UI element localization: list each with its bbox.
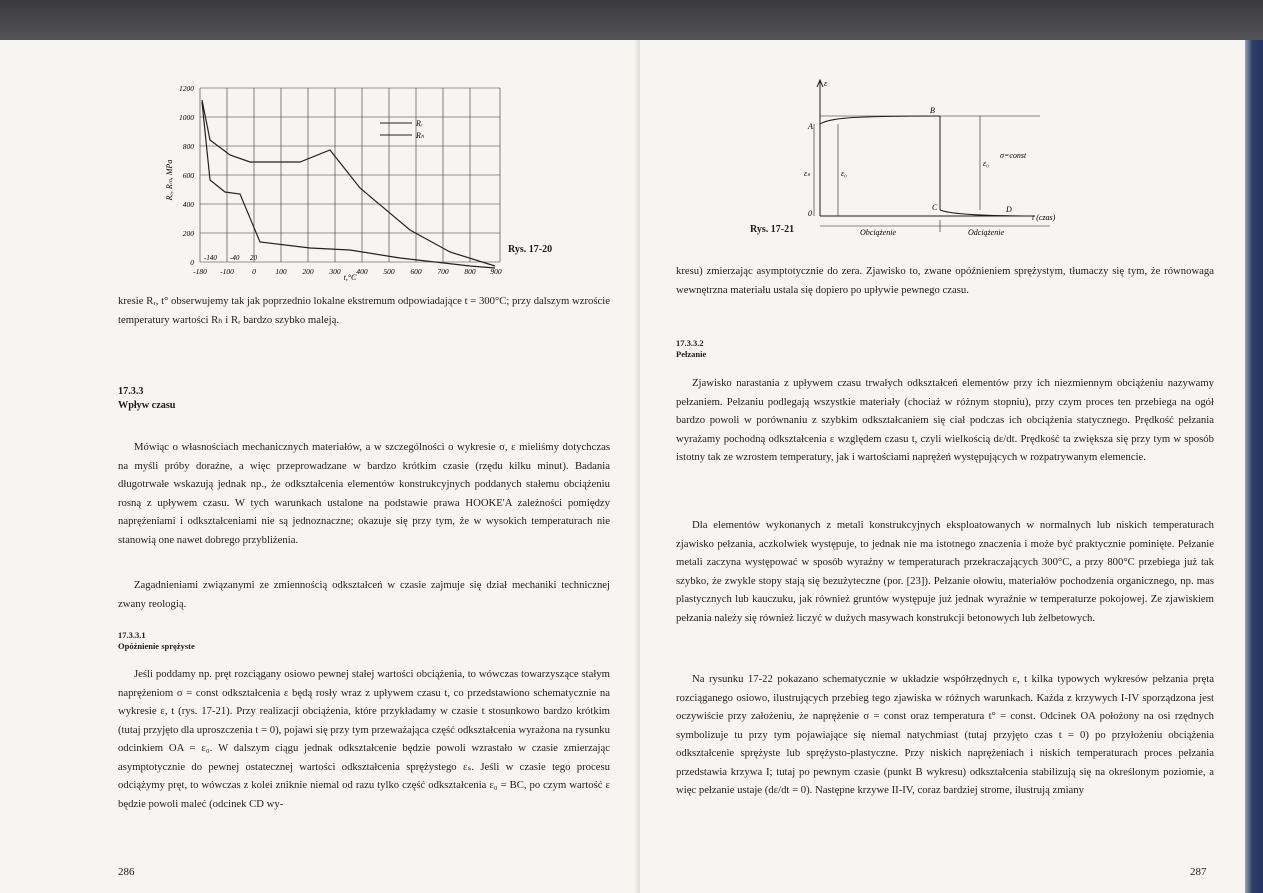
unload-label: Odciążenie bbox=[968, 228, 1004, 237]
paragraph bbox=[118, 438, 610, 549]
xtick: 200 bbox=[302, 267, 314, 276]
subsection-title: Opóźnienie sprężyste bbox=[118, 641, 195, 651]
xtick: 800 bbox=[464, 267, 476, 276]
time-axis-label: t (czas) bbox=[1032, 213, 1056, 222]
chart-legend bbox=[380, 119, 425, 140]
page-number-left: 286 bbox=[118, 866, 135, 878]
point-b: B bbox=[930, 106, 935, 115]
ytick: 1200 bbox=[179, 84, 194, 93]
paragraph bbox=[118, 665, 610, 813]
inner-tick-labels bbox=[204, 254, 258, 262]
xtick: 900 bbox=[490, 267, 502, 276]
point-c: C bbox=[932, 203, 938, 212]
paragraph-text: kresie Rᵣ, t° obserwujemy tak jak poprzednio lokalne ekstremum odpowiadające t = 300°C; przy dalszym wzroście temperatury wartości Rₕ i Rᵣ bardzo szybko maleją. bbox=[118, 295, 610, 326]
ytick: 800 bbox=[182, 142, 194, 151]
paragraph bbox=[118, 292, 610, 329]
eps-0-right-label: ε₀ bbox=[983, 159, 989, 168]
recovery-curve-cd bbox=[940, 210, 1035, 216]
right-page bbox=[640, 40, 1245, 893]
subsection-title: Pełzanie bbox=[676, 349, 707, 359]
paragraph-text: Zagadnieniami związanymi ze zmiennością odkształceń w czasie zajmuje się dział mechaniki technicznej zwany reologią. bbox=[118, 579, 610, 610]
section-title: Wpływ czasu bbox=[118, 400, 176, 411]
inner-tick: 20 bbox=[250, 254, 257, 262]
legend-rh: Rₕ bbox=[416, 131, 425, 140]
figure-caption: Rys. 17-21 bbox=[750, 224, 795, 235]
legend-rr: Rᵣ bbox=[416, 119, 423, 128]
paragraph bbox=[676, 516, 1214, 627]
paragraph bbox=[676, 262, 1214, 299]
ytick: 1000 bbox=[179, 113, 194, 122]
xtick: 400 bbox=[356, 267, 368, 276]
paragraph-text: kresu) zmierzając asymptotycznie do zera. Zjawisko to, zwane opóźnieniem sprężystym, tłumaczy się tym, że równowaga wewnętrzna materiału ustala się dopiero po upływie pewnego czasu. bbox=[676, 265, 1214, 296]
paragraph bbox=[676, 374, 1214, 467]
curve-rh bbox=[202, 102, 495, 268]
paragraph-text: Mówiąc o własnościach mechanicznych materiałów, a w szczególności o wykresie σ, ε mieliśmy dotychczas na myśli próby doraźne, a więc przeprowadzane w bardzo krótkim czasie (rzędu kilku minut). Badania długotrwałe wskazują jednak np., że odkształcenia elementów konstrukcyjnych poddanych stałemu obciążeniu rosną z upływem czasu. W tych warunkach ustalone na podstawie prawa HOOKE'A zależności pomiędzy naprężeniami i odkształceniami nie są jednoznaczne; okazuje się przy tym, że w wysokich temperaturach nie stanowią one nawet dobrego przybliżenia. bbox=[118, 441, 610, 546]
inner-tick: -40 bbox=[230, 254, 240, 262]
point-d: D bbox=[1006, 205, 1012, 214]
y-tick-labels bbox=[179, 84, 194, 267]
inner-tick: -140 bbox=[204, 254, 217, 262]
chart-x-label: t,°C bbox=[343, 273, 357, 282]
paragraph-text: Jeśli poddamy np. pręt rozciągany osiowo pewnej stałej wartości obciążenia, to wówczas towarzyszące stałym naprężeniom σ = const odkształcenia ε będą rosły wraz z upływem czasu t, co przedstawiono schematycznie na wykresie ε, t (rys. 17-21). Przy realizacji obciążenia, które przykładamy w czasie t stosunkowo bardzo krótkim (tutaj przyjęto dla uproszczenia t = 0), pojawi się przy tym przeważająca część odkształcenia wyrażona na rysunku odcinkiem OA = ε₀. W dalszym ciągu jednak odkształcenie będzie powoli wzrastało w czasie zmierzając asymptotycznie do pewnej ostatecznej wartości odkształcenia sprężystego εₛ. Jeśli w czasie tego procesu odciążymy pręt, to wówczas z kolei zniknie niemal od razu tylko część odkształcenia ε₀ = BC, po czym wartość ε będzie powoli maleć (odcinek CD wy- bbox=[118, 668, 610, 810]
book-cover-edge bbox=[1245, 40, 1263, 893]
subsection-number: 17.3.3.1 bbox=[118, 630, 146, 640]
eps-s-label: εₛ bbox=[804, 169, 811, 178]
page-number-right: 287 bbox=[1190, 866, 1207, 878]
ytick: 600 bbox=[182, 171, 194, 180]
paragraph-text: Dla elementów wykonanych z metali konstrukcyjnych eksploatowanych w normalnych lub niskich temperaturach zjawisko pełzania, aczkolwiek występuje, to jednak nie ma istotnego znaczenia i może być praktycznie pominięte. Pełzanie metali zaczyna występować w sposób wyraźny w temperaturach przekraczających 300°C, a przy 800°C przebiega już tak szybko, że zwykle stopy stają się bezużyteczne (por. [23]). Pełzanie ołowiu, materiałów pochodzenia organicznego, np. mas plastycznych lub kauczuku, jak również gruntów występuje już jednak wyraźnie w temperaturze pokojowej. Ze zjawiskiem pełzania należy się również liczyć w dużych masywach konstrukcji betonowych lub żelbetowych. bbox=[676, 519, 1214, 624]
figure-caption: Rys. 17-20 bbox=[508, 244, 553, 255]
xtick: 100 bbox=[275, 267, 287, 276]
subsection-number: 17.3.3.2 bbox=[676, 338, 704, 348]
xtick: 300 bbox=[329, 267, 341, 276]
xtick: 700 bbox=[437, 267, 449, 276]
xtick: -180 bbox=[193, 267, 207, 276]
diagram-rys-17-21 bbox=[804, 76, 1070, 237]
paragraph bbox=[118, 576, 610, 613]
curve-rr bbox=[202, 100, 495, 266]
paragraph-text: Na rysunku 17-22 pokazano schematycznie w układzie współrzędnych ε, t kilka typowych wykresów pełzania pręta rozciąganego osiowo, ilustrujących przebieg tego zjawiska w różnych warunkach. Każda z krzywych I-IV sporządzona jest oczywiście przy założeniu, że naprężenie σ = const oraz temperatura t° = const. Odcinek OA położony na osi rzędnych symbolizuje tu przy tym pojawiające się niemal natychmiast (tutaj przyjęto czas t = 0) po przyłożeniu obciążenia odkształcenie sprężyste lub sprężysto-plastyczne. Przy niskich naprężeniach i niskich temperaturach proces pełzania przedstawia krzywa I; tutaj po pewnym czasie (punkt B wykresu) odkształcenia stabilizują się na określonym poziomie, a więc pełzanie ustaje (dε/dt = 0). Następne krzywe II-IV, coraz bardziej strome, ilustrują zmiany bbox=[676, 673, 1214, 796]
scanner-top-band bbox=[0, 0, 1263, 44]
paragraph-text: Zjawisko narastania z upływem czasu trwałych odkształceń elementów przy ich niezmiennym obciążeniu nazywamy pełzaniem. Pełzaniu podlegają wszystkie materiały (chociaż w różnym stopniu), przy czym proces ten przebiega na ogół bardzo powoli w porównaniu z szybkim odkształcaniem się ciał podczas ich obciążenia statycznego. Prędkość pełzania wyrażamy pochodną odkształcenia ε względem czasu t, czyli wielkością dε/dt. Prędkość ta zwiększa się przy tym w sposób istotny tak ze wzrostem temperatury, jak i wartościami naprężeń występujących w rozpatrywanym elemencie. bbox=[676, 377, 1214, 463]
ytick: 0 bbox=[190, 258, 194, 267]
load-label: Obciążenie bbox=[860, 228, 896, 237]
creep-curve-ab bbox=[820, 116, 940, 124]
xtick: 0 bbox=[252, 267, 256, 276]
xtick: -100 bbox=[220, 267, 234, 276]
origin: 0 bbox=[808, 209, 812, 218]
sigma-label: σ=const bbox=[1000, 151, 1027, 160]
chart-y-label: Rₐ, Rₘ, MPa bbox=[165, 159, 174, 201]
ytick: 200 bbox=[182, 229, 194, 238]
point-a: A bbox=[808, 122, 813, 131]
eps-0-left-label: ε₀ bbox=[841, 169, 847, 178]
ytick: 400 bbox=[182, 200, 194, 209]
xtick: 500 bbox=[383, 267, 395, 276]
section-number: 17.3.3 bbox=[118, 386, 144, 397]
xtick: 600 bbox=[410, 267, 422, 276]
paragraph bbox=[676, 670, 1214, 800]
left-page bbox=[0, 40, 640, 893]
eps-axis-label: ε bbox=[824, 79, 828, 88]
